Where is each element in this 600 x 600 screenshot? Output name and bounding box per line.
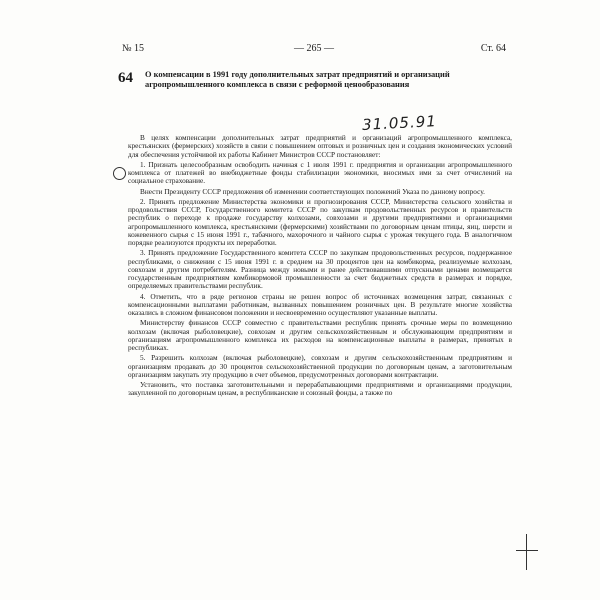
page-number: — 265 —: [294, 43, 334, 54]
page-header: [122, 43, 506, 57]
paragraph-1-note: Внести Президенту СССР предложения об изменении соответствующих положений Указа по данному вопросу.: [140, 187, 485, 196]
margin-cross-mark: [516, 534, 538, 570]
paragraph-5-continuation: Установить, что поставка заготовительными и перерабатывающими предприятиями и организациями продукции, закупленной по договорным ценам, в республиканские и союзный фонды, а также по: [128, 381, 512, 398]
paragraph-5: 5. Разрешить колхозам (включая рыболовецкие), совхозам и другим сельскохозяйственным предприятиям и организациям продавать до 30 процентов сельскохозяйственной продукции по договорным ценам, а заготовительным организациям закупать эту продукцию в счет объемов, предусмотренных договорами контрактации.: [128, 354, 512, 379]
paragraph-2: 2. Принять предложение Министерства экономики и прогнозирования СССР, Министерства сельского хозяйства и продовольствия СССР, Государственного комитета СССР по закупкам продовольственных ресурсов и правительств республик о переходе к продаже государству колхозами, совхозами и другими предприятиями и организациями агропромышленного комплекса, крестьянскими (фермерскими) хозяйствами по договорным ценам птицы, яиц, шерсти и кожевенного сырья с 15 июня 1991 г., табачного, махорочного и чайного сырья с урожая текущего года. В аналогичном порядке реализуются продукты их переработки.: [128, 197, 512, 247]
document-title: О компенсации в 1991 году дополнительных затрат предприятий и организаций агропромышленного комплекса в связи с реформой ценообразования: [145, 70, 450, 89]
issue-number: № 15: [122, 43, 145, 54]
handwritten-date: 31.05.91: [361, 112, 438, 134]
paragraph-4-instruction: Министерству финансов СССР совместно с правительствами республик принять срочные меры по возмещению колхозам (включая рыболовецкие), совхозам и другим сельскохозяйственным и обслуживающим предприятиям и организациям агропромышленного комплекса их расходов на компенсационные выплаты в размерах, принятых в республиках.: [128, 319, 512, 352]
paragraph-1: 1. Признать целесообразным освободить начиная с 1 июля 1991 г. предприятия и организации агропромышленного комплекса от платежей во внебюджетные фонды стабилизации экономики, вносимых ими за счет отчислений на социальное страхование.: [128, 160, 512, 186]
paragraph-3: 3. Принять предложение Государственного комитета СССР по закупкам продовольственных ресурсов, поддержанное республиками, о снижении с 15 июня 1991 г. в среднем на 30 процентов цен на комбикорма, реализуемые колхозам, совхозам и другим потребителям. Разница между новыми и ранее действовавшими отпускными ценами возмещается государственным предприятиям комбикормовой промышленности за счет бюджетных средств в размерах и порядке, определяемых правительствами республик.: [128, 249, 512, 291]
margin-circle-mark: [113, 167, 126, 180]
paragraph-preamble: В целях компенсации дополнительных затрат предприятий и организаций агропромышленного комплекса, крестьянских (фермерских) хозяйств в связи с повышением оптовых и розничных цен и создания экономических условий для обеспечения устойчивой их работы Кабинет Министров СССР постановляет:: [128, 134, 512, 159]
article-number: Ст. 64: [480, 43, 506, 54]
paragraph-4: 4. Отметить, что в ряде регионов страны не решен вопрос об источниках возмещения затрат, связанных с компенсационными выплатами работникам, вызванных повышением розничных цен. В результате многие хозяйства оказались в сложном финансовом положении и несвоевременно осуществляют указанные выплаты.: [128, 292, 512, 317]
document-number: 64: [118, 70, 133, 86]
document-body: [128, 134, 512, 400]
